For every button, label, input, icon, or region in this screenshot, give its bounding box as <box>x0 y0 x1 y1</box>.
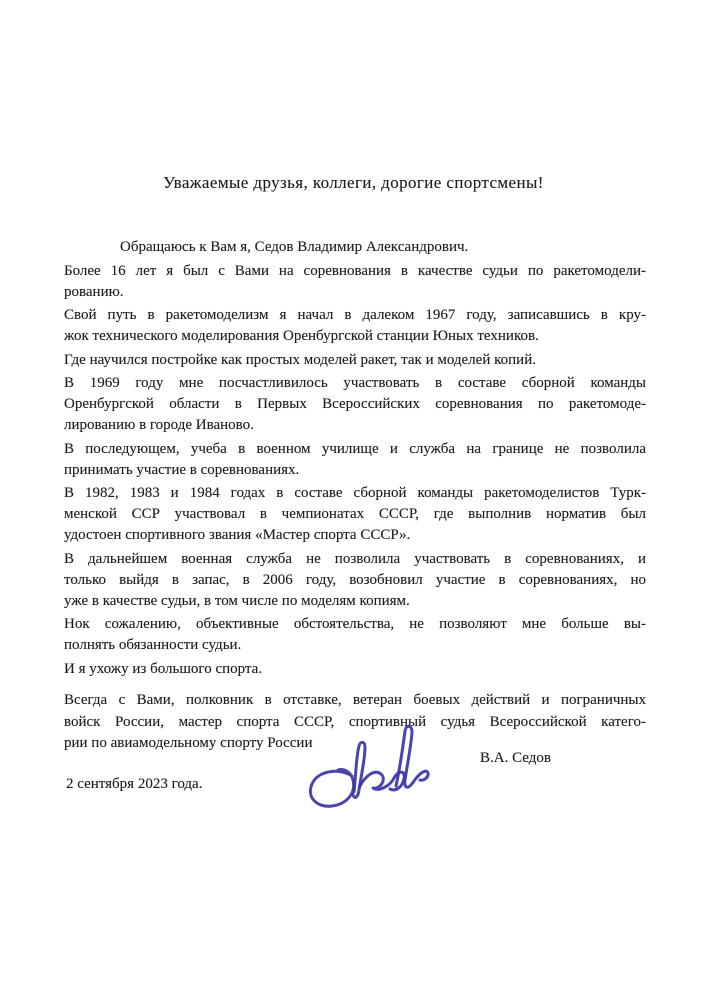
salutation: Уважаемые друзья, коллеги, дорогие спортсмены! <box>163 173 544 192</box>
letter-date: 2 сентября 2023 года. <box>66 776 203 792</box>
text-line: лированию в городе Иваново. <box>64 417 254 433</box>
paragraph <box>64 439 646 481</box>
text-line: менской ССР участвовал в чемпионатах СССР, где выполнив норматив был <box>64 506 646 522</box>
paragraph <box>64 237 646 258</box>
text-line: только выйдя в запас, в 2006 году, возобновил участие в соревнованиях, но <box>64 571 646 588</box>
text-line: принимать участие в соревнованиях. <box>64 461 300 478</box>
handwritten-signature-icon <box>298 712 443 822</box>
text-line: В дальнейшем военная служба не позволила участвовать в соревнованиях, и <box>64 550 646 567</box>
text-line: рованию. <box>64 283 124 300</box>
paragraph <box>64 659 646 680</box>
text-line: В 1982, 1983 и 1984 годах в составе сборной команды ракетомоделистов Турк- <box>64 485 646 501</box>
text-line: полнять обязанности судьи. <box>64 637 242 653</box>
text-line: В последующем, учеба в военном училище и служба на границе не позволила <box>64 440 646 457</box>
paragraph <box>64 549 646 612</box>
text-line: Свой путь в ракетомоделизм я начал в далеком 1967 году, записавшись в кру- <box>64 307 646 323</box>
paragraph <box>64 373 646 436</box>
text-line: И я ухожу из большого спорта. <box>64 660 263 677</box>
text-line: Более 16 лет я был с Вами на соревнования в качестве судьи по ракетомодели- <box>64 262 646 279</box>
text-line: уже в качестве судьи, в том числе по моделям копиям. <box>64 592 410 609</box>
text-line: Оренбургской области в Первых Всероссийских соревнования по ракетомоде- <box>64 396 646 412</box>
paragraph <box>64 261 646 303</box>
text-line: жок технического моделирования Оренбургской станции Юных техников. <box>64 328 539 344</box>
signer-name: В.А. Седов <box>480 750 551 766</box>
paragraph <box>64 305 646 347</box>
text-line: Где научился постройке как простых моделей ракет, так и моделей копий. <box>64 351 536 368</box>
text-line: Всегда с Вами, полковник в отставке, ветеран боевых действий и пограничных <box>64 692 646 708</box>
text-line: удостоен спортивного звания «Мастер спорта СССР». <box>64 527 411 543</box>
paragraph <box>64 483 646 546</box>
letter-body <box>64 237 646 682</box>
text-line: Обращаюсь к Вам я, Седов Владимир Александрович. <box>120 239 469 255</box>
text-line: Нок сожалению, объективные обстоятельства, не позволяют мне больше вы- <box>64 616 646 632</box>
text-line: В 1969 году мне посчастливилось участвовать в составе сборной команды <box>64 375 646 391</box>
paragraph <box>64 350 646 371</box>
text-line: рии по авиамодельному спорту России <box>64 735 313 751</box>
paragraph <box>64 614 646 656</box>
text-line: войск России, мастер спорта СССР, спортивный судья Всероссийской катего- <box>64 713 646 730</box>
